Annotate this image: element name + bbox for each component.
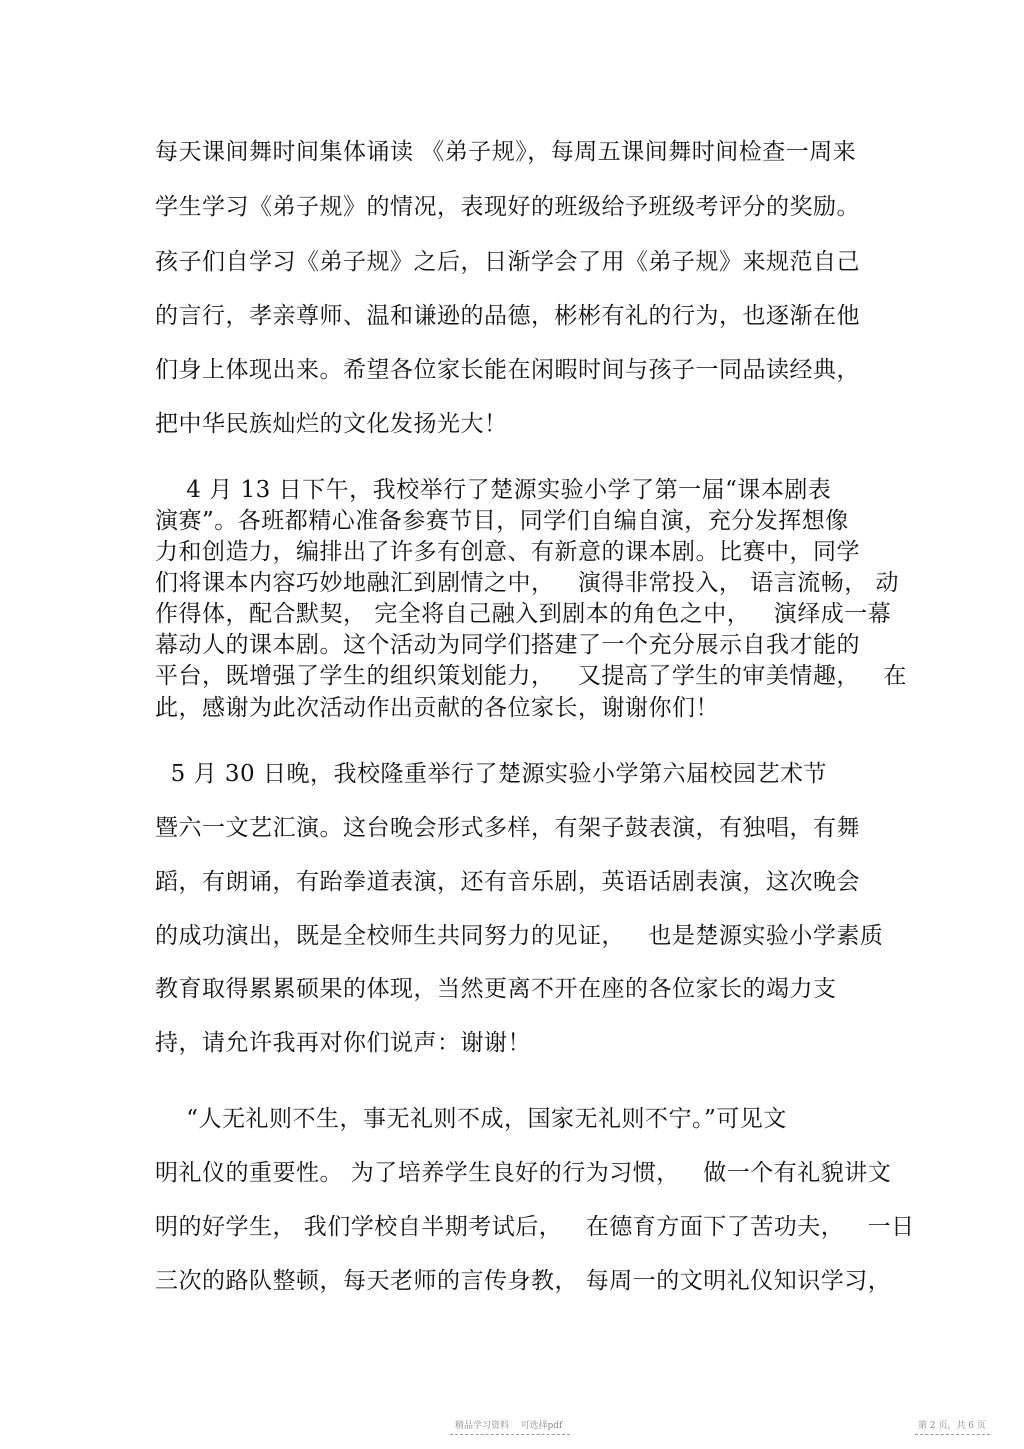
text-line: 学生学习《弟子规》的情况，表现好的班级给予班级考评分的奖励。 — [155, 194, 860, 220]
text-line: 教育取得累累硕果的体现，当然更离不开在座的各位家长的竭力支 — [155, 976, 837, 1002]
text-line: 三次的路队整顿，每天老师的言传身教， 每周一的文明礼仪知识学习， — [155, 1268, 892, 1294]
text-line: 把中华民族灿烂的文化发扬光大！ — [155, 411, 508, 437]
footer-divider-right — [915, 1434, 990, 1435]
text-line: 明的好学生， 我们学校自半期考试后， 在德育方面下了苦功夫， 一日 — [155, 1214, 915, 1240]
text-line: 持，请允许我再对你们说声：谢谢！ — [155, 1030, 531, 1056]
text-line: 每天课间舞时间集体诵读 《弟子规》，每周五课间舞时间检查一周来 — [155, 139, 857, 165]
text-line: “人无礼则不生，事无礼则不成，国家无礼则不宁。”可见文 — [155, 1106, 787, 1132]
text-line: 们身上体现出来。希望各位家长能在闲暇时间与孩子一同品读经典， — [155, 357, 860, 383]
text-line: 蹈，有朗诵，有跆拳道表演，还有音乐剧，英语话剧表演，这次晚会 — [155, 869, 860, 895]
text-line: 的言行，孝亲尊师、温和谦逊的品德，彬彬有礼的行为，也逐渐在他 — [155, 303, 860, 329]
footer-divider-left — [450, 1434, 570, 1435]
text-line: 明礼仪的重要性。 为了培养学生良好的行为习惯， 做一个有礼貌讲文 — [155, 1160, 892, 1186]
text-line: 平台，既增强了学生的组织策划能力， 又提高了学生的审美情趣， 在 — [155, 663, 907, 689]
text-line: 孩子们自学习《弟子规》之后，日渐学会了用《弟子规》来规范自己 — [155, 249, 860, 275]
footer-watermark: 精品学习资料 可选择pdf — [455, 1421, 563, 1431]
text-line: 们将课本内容巧妙地融汇到剧情之中， 演得非常投入， 语言流畅， 动 — [155, 570, 900, 596]
text-line: 的成功演出，既是全校师生共同努力的见证， 也是楚源实验小学素质 — [155, 923, 884, 949]
text-line: 此，感谢为此次活动作出贡献的各位家长，谢谢你们！ — [155, 695, 719, 721]
text-line: 5 月 30 日晚，我校隆重举行了楚源实验小学第六届校园艺术节 — [155, 761, 827, 787]
text-line: 作得体，配合默契， 完全将自己融入到剧本的角色之中， 演绎成一幕 — [155, 601, 892, 627]
text-line: 4 月 13 日下午，我校举行了楚源实验小学了第一届“课本剧表 — [155, 477, 832, 503]
text-line: 力和创造力，编排出了许多有创意、有新意的课本剧。比赛中，同学 — [155, 539, 860, 565]
text-line: 演赛”。各班都精心准备参赛节目，同学们自编自演，充分发挥想像 — [155, 508, 849, 534]
text-line: 暨六一文艺汇演。这台晚会形式多样，有架子鼓表演，有独唱，有舞 — [155, 815, 860, 841]
page-number: 第 2 页，共 6 页 — [918, 1421, 986, 1431]
text-line: 幕动人的课本剧。这个活动为同学们搭建了一个充分展示自我才能的 — [155, 632, 860, 658]
